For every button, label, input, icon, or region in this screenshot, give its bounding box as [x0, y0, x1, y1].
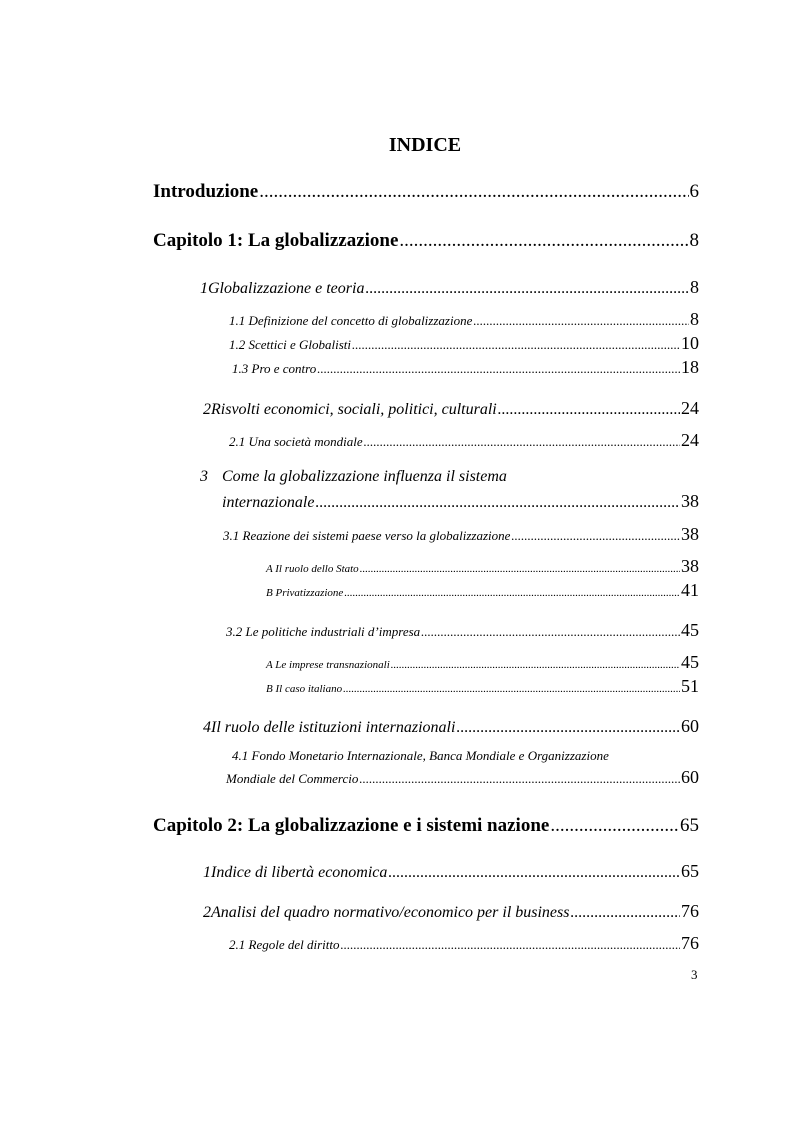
toc-label: 3.1 Reazione dei sistemi paese verso la globalizzazione: [223, 528, 511, 543]
toc-leader: [473, 313, 689, 329]
toc-entry-cap2-section-1[interactable]: [203, 861, 699, 882]
toc-page: 24: [681, 398, 699, 418]
toc-entry-3-2-a[interactable]: [266, 652, 699, 673]
toc-label: Introduzione: [153, 181, 259, 202]
toc-label: 1.1 Definizione del concetto di globalizzazione: [229, 313, 473, 328]
toc-label: Risvolti economici, sociali, politici, culturali: [211, 401, 497, 418]
toc-entry-4-1[interactable]: [226, 767, 699, 788]
toc-leader: [317, 361, 680, 377]
toc-page: 45: [681, 652, 699, 672]
toc-page: 38: [681, 524, 699, 544]
toc-page: 65: [681, 861, 699, 881]
toc-label: A Le imprese transnazionali: [266, 659, 390, 671]
toc-entry-3-1-a[interactable]: [266, 556, 699, 577]
toc-leader: [259, 181, 688, 203]
toc-label: 4.1 Fondo Monetario Internazionale, Banca Mondiale e Organizzazione: [232, 748, 609, 763]
toc-label: 3.2 Le politiche industriali d’impresa: [226, 624, 421, 639]
toc-leader: [550, 815, 679, 837]
toc-page: 51: [681, 676, 699, 696]
toc-leader: [352, 337, 680, 353]
toc-leader: [399, 230, 688, 252]
toc-entry-2-1[interactable]: [229, 430, 699, 451]
toc-entry-3-1-b[interactable]: [266, 580, 699, 601]
toc-entry-1-1[interactable]: [229, 309, 699, 330]
toc-page: 60: [681, 767, 699, 787]
toc-entry-3-2-b[interactable]: [266, 676, 699, 697]
toc-number: 2: [203, 401, 211, 418]
toc-page: 8: [689, 230, 699, 251]
toc-leader: [364, 434, 680, 450]
toc-entry-section-3-line1[interactable]: [200, 468, 507, 486]
page-title: INDICE: [388, 134, 462, 156]
toc-page: 24: [681, 430, 699, 450]
toc-entry-capitolo-1[interactable]: [153, 230, 699, 252]
toc-leader: [391, 659, 680, 671]
toc-page: 18: [681, 357, 699, 377]
toc-page: 38: [681, 556, 699, 576]
toc-number: 3: [200, 468, 208, 485]
toc-entry-introduzione[interactable]: [153, 181, 699, 203]
toc-page: 8: [690, 309, 699, 329]
toc-page: 45: [681, 620, 699, 640]
toc-label: Come la globalizzazione influenza il sistema: [222, 468, 507, 485]
toc-label: A Il ruolo dello Stato: [266, 563, 359, 575]
toc-page: 10: [681, 333, 699, 353]
toc-label: B Privatizzazione: [266, 587, 344, 599]
toc-entry-1-2[interactable]: [229, 333, 699, 354]
toc-entry-section-2[interactable]: [203, 398, 699, 419]
toc-page: 76: [681, 933, 699, 953]
toc-entry-3-2[interactable]: [226, 620, 699, 641]
toc-entry-4-1-line1[interactable]: [232, 748, 609, 764]
toc-leader: [570, 904, 680, 922]
toc-number: 1: [200, 280, 208, 297]
toc-number: 4: [203, 719, 211, 736]
page-number: 3: [691, 967, 698, 982]
toc-label: internazionale: [222, 494, 315, 511]
toc-label: Indice di libertà economica: [211, 864, 388, 881]
toc-label: Analisi del quadro normativo/economico per il business: [211, 904, 570, 921]
toc-page: 8: [690, 277, 699, 297]
toc-entry-section-4[interactable]: [203, 716, 699, 737]
toc-leader: [315, 494, 680, 512]
toc-number: 1: [203, 864, 211, 881]
toc-leader: [511, 528, 680, 544]
toc-page: 76: [681, 901, 699, 921]
toc-label: 2.1 Una società mondiale: [229, 434, 363, 449]
toc-page: 41: [681, 580, 699, 600]
toc-entry-1-3[interactable]: [232, 357, 699, 378]
toc-entry-section-3[interactable]: [222, 491, 699, 512]
toc-leader: [365, 280, 689, 298]
toc-entry-section-1[interactable]: [200, 277, 699, 298]
toc-entry-3-1[interactable]: [223, 524, 699, 545]
toc-leader: [498, 401, 680, 419]
toc-entry-capitolo-2[interactable]: [153, 815, 699, 837]
toc-label: 2.1 Regole del diritto: [229, 937, 340, 952]
toc-leader: [343, 683, 680, 695]
toc-label: 1.3 Pro e contro: [232, 361, 317, 376]
toc-page: 6: [689, 181, 699, 202]
toc-leader: [456, 719, 680, 737]
toc-page: 38: [681, 491, 699, 511]
toc-number: 2: [203, 904, 211, 921]
toc-leader: [360, 563, 680, 575]
toc-page: 60: [681, 716, 699, 736]
toc-label: Globalizzazione e teoria: [208, 280, 365, 297]
toc-leader: [344, 587, 680, 599]
toc-leader: [359, 771, 680, 787]
toc-label: Capitolo 1: La globalizzazione: [153, 230, 399, 251]
toc-leader: [340, 937, 680, 953]
toc-page: 65: [680, 815, 699, 836]
toc-leader: [388, 864, 680, 882]
toc-label: Capitolo 2: La globalizzazione e i sistemi nazione: [153, 815, 550, 836]
toc-label: Mondiale del Commercio: [226, 771, 359, 786]
toc-leader: [421, 624, 680, 640]
toc-label: Il ruolo delle istituzioni internazionali: [211, 719, 456, 736]
toc-entry-cap2-section-2[interactable]: [203, 901, 699, 922]
toc-entry-cap2-2-1[interactable]: [229, 933, 699, 954]
toc-label: B Il caso italiano: [266, 683, 343, 695]
toc-label: 1.2 Scettici e Globalisti: [229, 337, 352, 352]
